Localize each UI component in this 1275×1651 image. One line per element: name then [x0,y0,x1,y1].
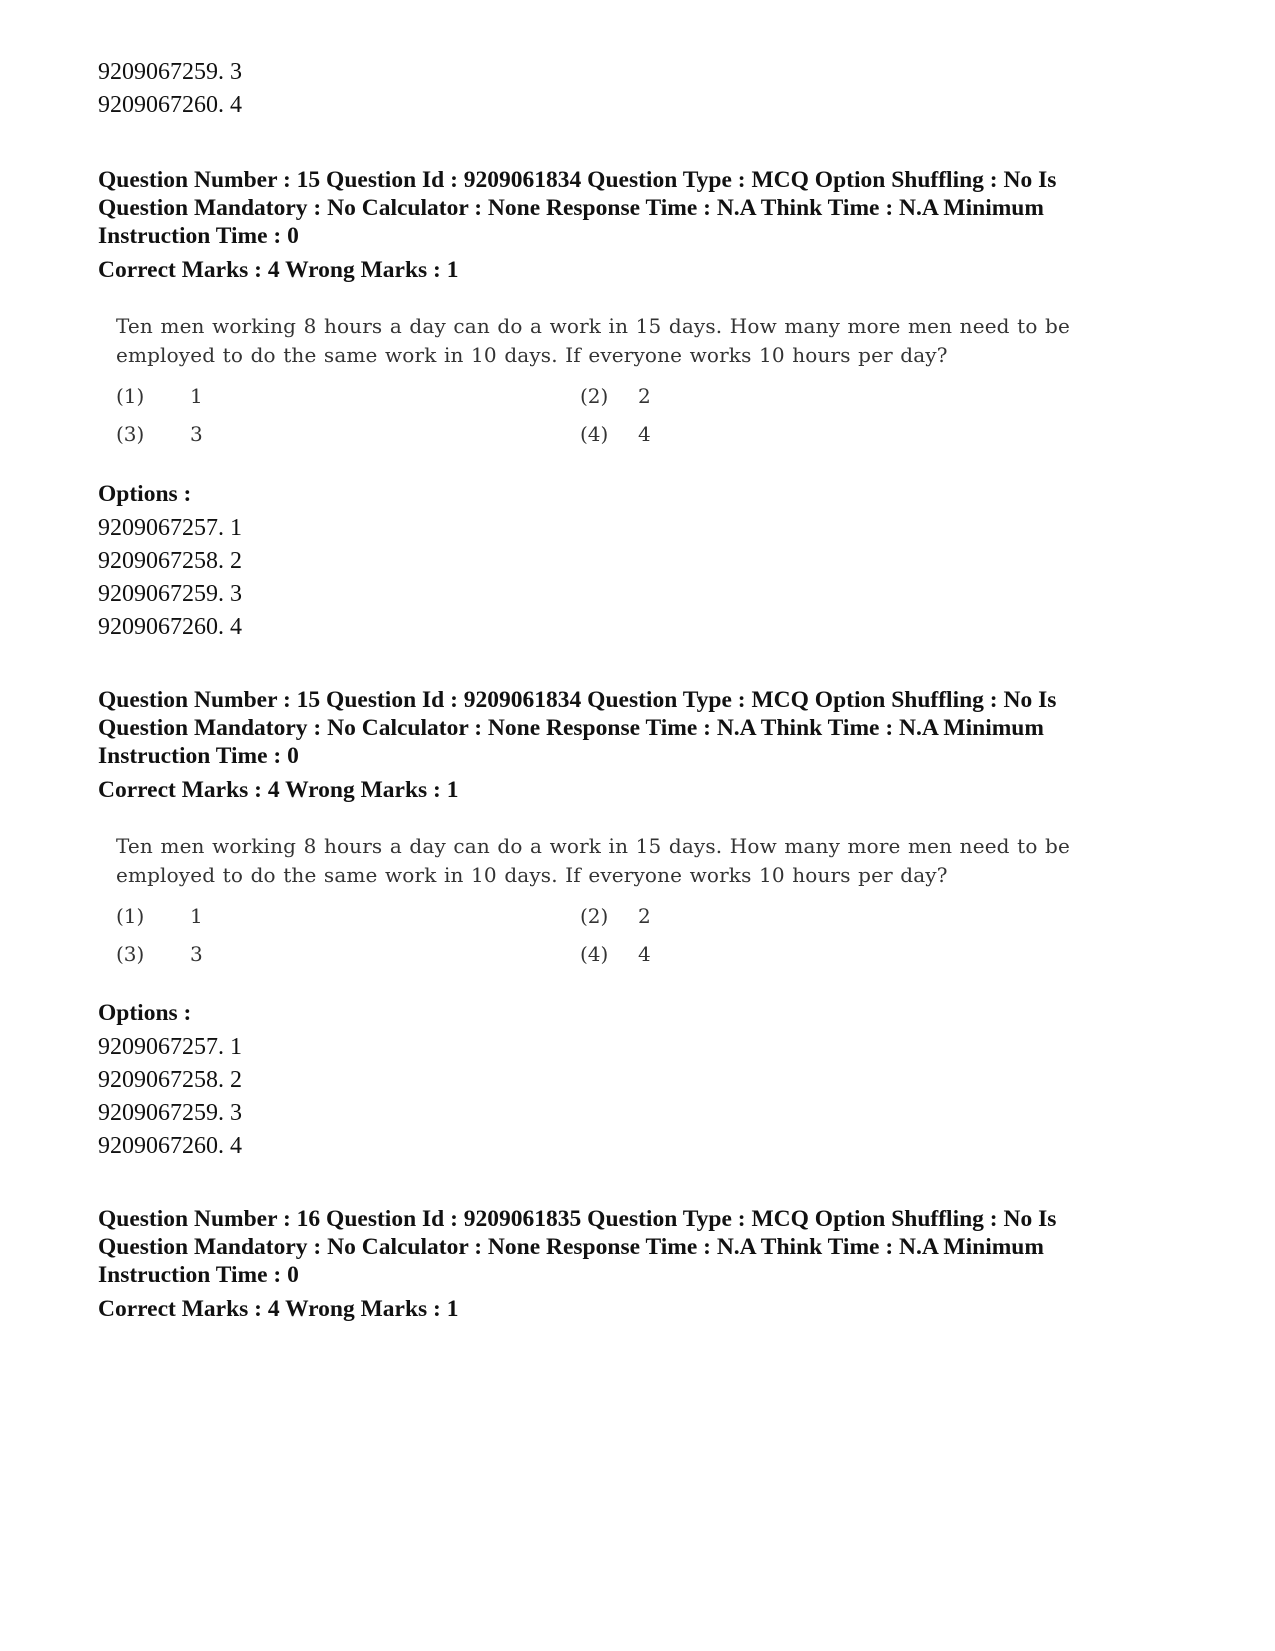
question-meta: Question Number : 15 Question Id : 9209061834 Question Type : MCQ Option Shuffling : No Is Question Mandatory : No Calculator : None Response Time : N.A Think Time : N.A Minimum Instruction Time : 0 [98,687,1057,769]
choice-1 [116,904,203,928]
choice-value: 2 [638,904,651,928]
question-choices [116,384,1116,460]
question-marks: Correct Marks : 4 Wrong Marks : 1 [98,1296,459,1322]
choice-number: (3) [116,422,145,446]
question-block-2 [98,686,1138,804]
choice-4 [580,942,651,966]
choice-number: (1) [116,904,145,928]
question-text: Ten men working 8 hours a day can do a work in 15 days. How many more men need to be employed to do the same work in 10 days. If everyone works 10 hours per day? [116,314,1070,367]
option-line: 9209067260. 4 [98,614,242,640]
choice-1 [116,384,203,408]
choice-number: (1) [116,384,145,408]
choice-number: (2) [580,384,609,408]
choice-value: 4 [638,422,651,446]
choice-value: 3 [190,422,203,446]
question-meta: Question Number : 16 Question Id : 9209061835 Question Type : MCQ Option Shuffling : No Is Question Mandatory : No Calculator : None Response Time : N.A Think Time : N.A Minimum Instruction Time : 0 [98,1206,1057,1288]
option-line: 9209067259. 3 [98,59,242,85]
option-line: 9209067260. 4 [98,1133,242,1159]
choice-number: (4) [580,422,609,446]
options-label: Options : [98,1000,192,1026]
choice-number: (3) [116,942,145,966]
choice-value: 1 [190,384,203,408]
option-line: 9209067260. 4 [98,92,242,118]
choice-value: 2 [638,384,651,408]
option-line: 9209067258. 2 [98,548,242,574]
options-block-2 [98,999,242,1163]
question-marks: Correct Marks : 4 Wrong Marks : 1 [98,777,459,803]
choice-value: 4 [638,942,651,966]
question-block-3 [98,1205,1138,1323]
option-line: 9209067259. 3 [98,1100,242,1126]
question-choices [116,904,1116,980]
options-block-1 [98,480,242,644]
choice-3 [116,942,203,966]
option-line: 9209067257. 1 [98,1034,242,1060]
top-options-list [98,56,242,122]
choice-value: 1 [190,904,203,928]
question-image-2 [116,832,1116,980]
choice-value: 3 [190,942,203,966]
choice-2 [580,904,651,928]
choice-4 [580,422,651,446]
question-meta: Question Number : 15 Question Id : 9209061834 Question Type : MCQ Option Shuffling : No Is Question Mandatory : No Calculator : None Response Time : N.A Think Time : N.A Minimum Instruction Time : 0 [98,167,1057,249]
question-marks: Correct Marks : 4 Wrong Marks : 1 [98,257,459,283]
options-label: Options : [98,481,192,507]
choice-2 [580,384,651,408]
option-line: 9209067257. 1 [98,515,242,541]
choice-number: (2) [580,904,609,928]
option-line: 9209067259. 3 [98,581,242,607]
question-image-1 [116,312,1116,460]
choice-number: (4) [580,942,609,966]
option-line: 9209067258. 2 [98,1067,242,1093]
question-text: Ten men working 8 hours a day can do a work in 15 days. How many more men need to be employed to do the same work in 10 days. If everyone works 10 hours per day? [116,834,1070,887]
question-block-1 [98,166,1138,284]
choice-3 [116,422,203,446]
